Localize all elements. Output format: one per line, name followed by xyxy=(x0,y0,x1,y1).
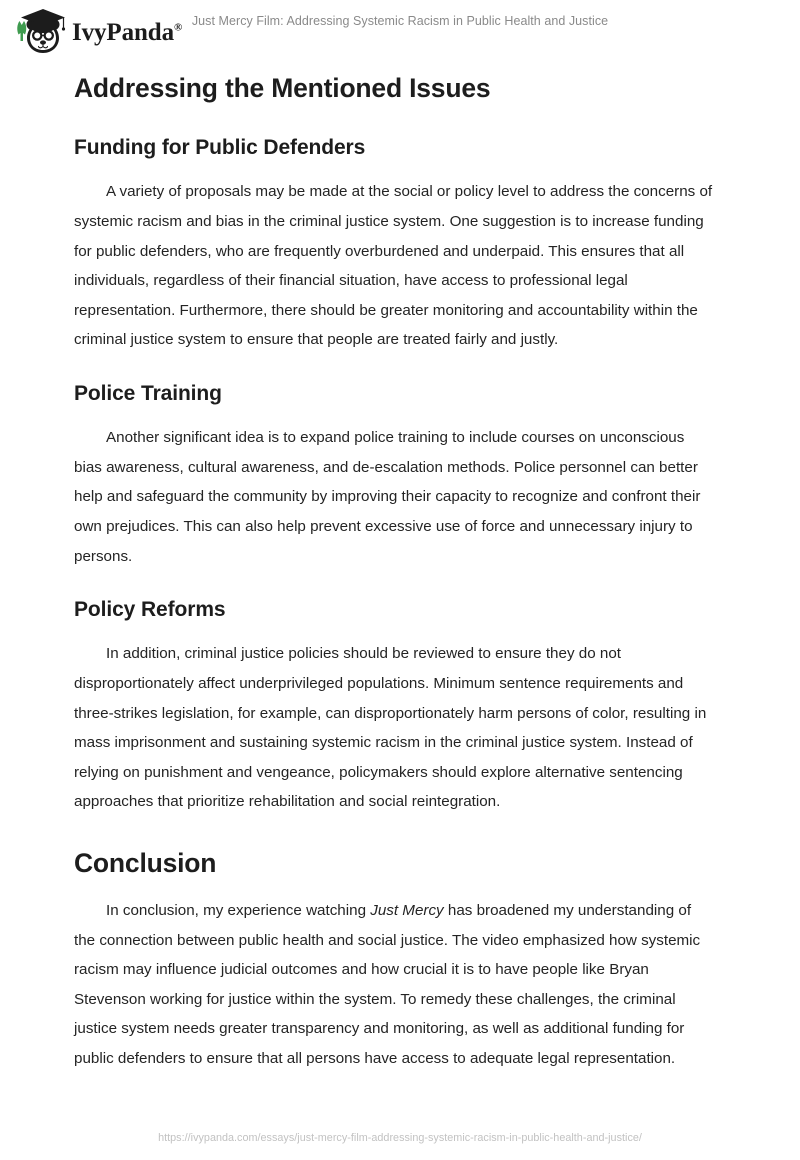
page-title: Addressing the Mentioned Issues xyxy=(74,73,491,103)
section-heading-policy-reforms: Policy Reforms xyxy=(74,598,226,622)
conclusion-title: Conclusion xyxy=(74,847,217,878)
film-title-italic: Just Mercy xyxy=(370,902,444,920)
spacer xyxy=(74,407,714,423)
document-title-header: Just Mercy Film: Addressing Systemic Racism in Public Health and Justice xyxy=(191,14,609,28)
section-paragraph-police-training: Another significant idea is to expand police training to include courses on unconscious bias awareness, cultural awareness, and de-escalation methods. Police personnel can better help and safeguard the community by improving their capacity to recognize and confront their own prejudices. This can also help prevent excessive use of force and unnecessary injury to persons. xyxy=(74,429,701,565)
source-url[interactable]: https://ivypanda.com/essays/just-mercy-film-addressing-systemic-racism-in-public-health-and-justice/ xyxy=(158,1132,642,1144)
section-heading-police-training: Police Training xyxy=(74,381,222,405)
spacer xyxy=(74,355,714,381)
spacer xyxy=(74,623,714,639)
spacer xyxy=(74,161,714,177)
section-paragraph-funding: A variety of proposals may be made at the social or policy level to address the concerns of systemic racism and bias in the criminal justice system. One suggestion is to increase funding for public defenders, who are frequently overburdened and underpaid. This ensures that all individuals, regardless of their financial situation, have access to professional legal representation. Furthermore, there should be greater monitoring and accountability within the criminal justice system to ensure that people are treated fairly and justly. xyxy=(74,183,713,349)
section-paragraph-policy-reforms: In addition, criminal justice policies should be reviewed to ensure they do not disproportionately affect underprivileged populations. Minimum sentence requirements and three-strikes legislation, for example, can disproportionately harm persons of color, resulting in mass imprisonment and sustaining systemic racism in the criminal justice system. Instead of relying on punishment and vengeance, policymakers should explore alternative sentencing approaches that prioritize rehabilitation and social reintegration. xyxy=(74,645,707,811)
conclusion-text-part2: has broadened my understanding of the connection between public health and social justice. The video emphasized how systemic racism may influence judicial outcomes and how crucial it is to have people like Bryan Stevenson working for justice within the system. To remedy these challenges, the criminal justice system needs greater transparency and monitoring, as well as additional funding for public defenders to ensure that all persons have access to adequate legal representation. xyxy=(74,902,701,1068)
section-heading-funding: Funding for Public Defenders xyxy=(74,136,366,160)
spacer xyxy=(74,817,714,847)
registered-mark: ® xyxy=(174,21,183,34)
article-body xyxy=(74,72,714,1074)
page-header xyxy=(0,0,800,58)
page-footer xyxy=(0,1116,800,1160)
conclusion-text-part1: In conclusion, my experience watching xyxy=(106,902,371,920)
spacer xyxy=(74,105,714,135)
brand-name-text: IvyPanda xyxy=(72,18,175,46)
spacer xyxy=(74,571,714,597)
conclusion-paragraph xyxy=(74,896,714,1074)
spacer xyxy=(74,880,714,896)
